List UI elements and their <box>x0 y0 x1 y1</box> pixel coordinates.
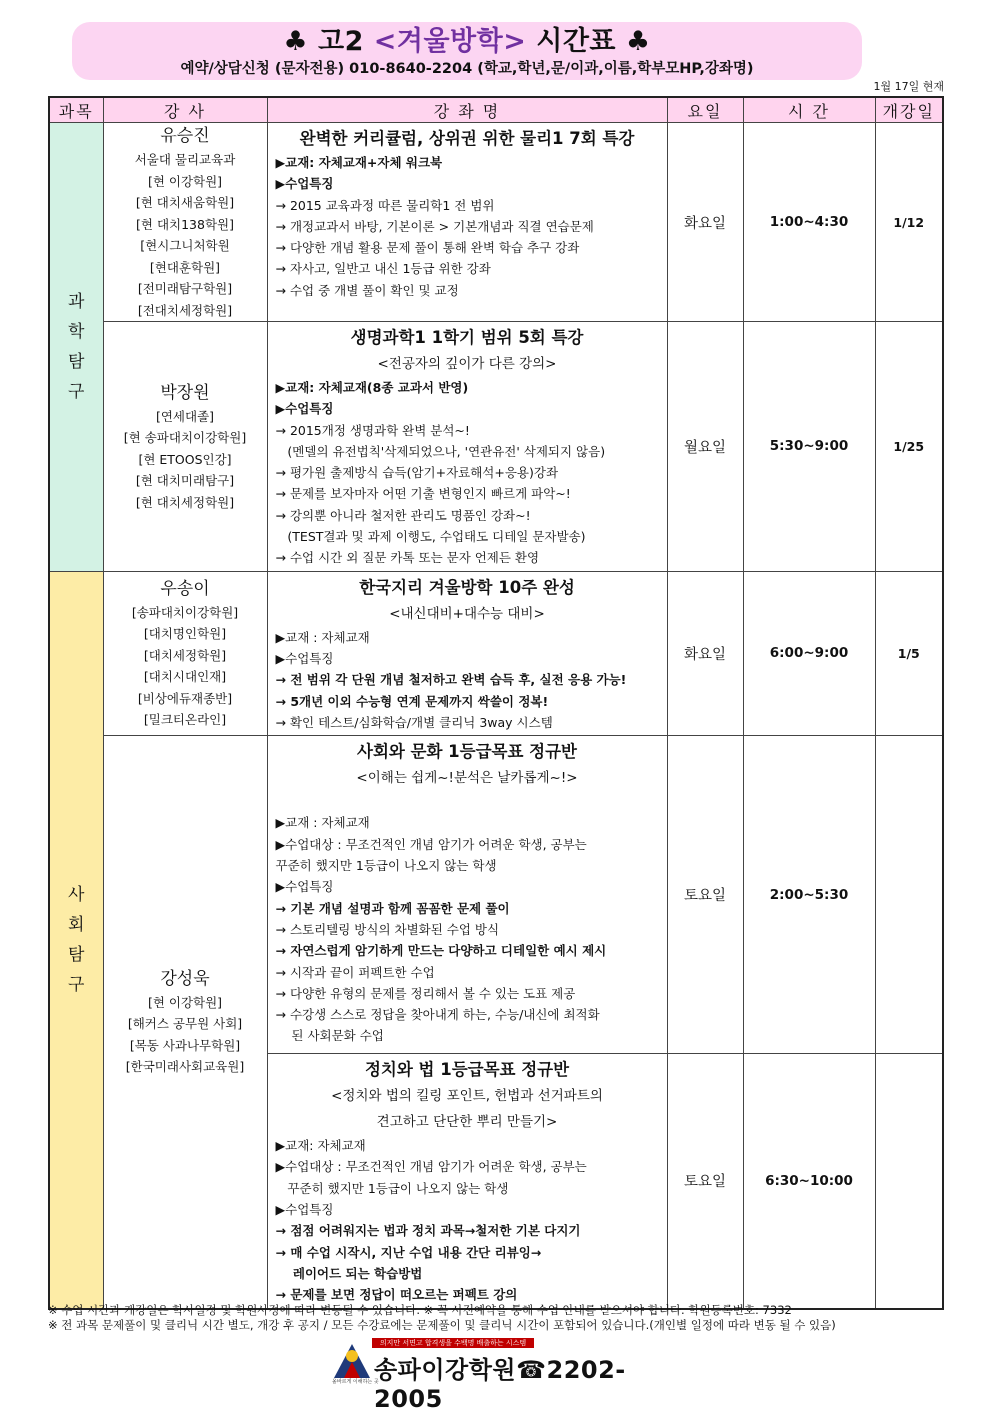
subject-char: 과 <box>68 291 85 312</box>
course-detail-line: ▶수업대상 : 무조건적인 개념 암기가 어려운 학생, 공부는 <box>275 836 587 852</box>
course-subtitle: 견고하고 단단한 뿌리 만들기> <box>376 1114 558 1131</box>
instructor-credential: [연세대졸] <box>155 408 215 424</box>
course-cell <box>267 571 667 735</box>
subject-social <box>49 571 103 1308</box>
course-detail-line: ▶교재: 자체교재 <box>275 1138 366 1154</box>
time-cell: 2:00~5:30 <box>743 736 875 1054</box>
contact-subtitle: 예약/상담신청 (문자전용) 010-8640-2204 (학교,학년,문/이과,이름,학부모HP,강좌명) <box>180 61 754 77</box>
table-header-row <box>49 97 943 123</box>
course-detail-line: → 2015개정 생명과학 완벽 분석~! <box>275 422 470 438</box>
table-row <box>49 322 943 572</box>
course-detail-line: → 시작과 끝이 퍼펙트한 수업 <box>275 964 435 980</box>
time-cell: 5:30~9:00 <box>743 322 875 572</box>
instructor-cell <box>103 123 267 322</box>
instructor-credential: [현 이강학원] <box>147 994 223 1010</box>
course-detail-line: ▶교재 : 자체교재 <box>275 815 370 831</box>
course-detail-line: (멘델의 유전법칙'삭제되었으나, '연관유전' 삭제되지 않음) <box>275 443 606 459</box>
course-title: 완벽한 커리큘럼, 상위권 위한 물리1 7회 특강 <box>299 129 635 148</box>
course-detail-line: → 문제를 보면 정답이 떠오르는 퍼펙트 강의 <box>275 1287 518 1303</box>
course-detail-line: 꾸준히 했지만 1등급이 나오지 않는 학생 <box>275 858 497 874</box>
time-cell: 1:00~4:30 <box>743 123 875 322</box>
course-detail-line: → 문제를 보자마자 어떤 기출 변형인지 빠르게 파악~! <box>275 486 571 502</box>
header-time: 시 간 <box>743 97 875 123</box>
academy-name-text: 송파이강학원 <box>374 1356 517 1384</box>
instructor-credential: [전대치세정학원] <box>137 302 233 318</box>
header-day: 요일 <box>667 97 743 123</box>
instructor-credential: [목동 사과나무학원] <box>129 1037 241 1053</box>
course-detail-line: → 점점 어려워지는 법과 정치 과목→철저한 기본 다지기 <box>275 1223 581 1239</box>
open-date-cell <box>875 736 943 1054</box>
time-cell: 6:30~10:00 <box>743 1054 875 1309</box>
course-detail-line: → 전 범위 각 단원 개념 철저하고 완벽 습득 후, 실전 응용 가능! <box>275 672 627 688</box>
course-detail-line: → 개정교과서 바탕, 기본이론 > 기본개념과 직결 연습문제 <box>275 218 594 234</box>
course-detail-line: → 자연스럽게 암기하게 만드는 다양하고 디테일한 예시 제시 <box>275 943 607 959</box>
title-suffix: 시간표 ♣ <box>526 26 651 57</box>
instructor-credential: [현 대치새움학원] <box>135 195 235 210</box>
footnotes <box>48 1303 948 1333</box>
course-detail-line: → 2015 교육과정 따른 물리학1 전 범위 <box>275 197 495 213</box>
day-cell: 화요일 <box>667 571 743 735</box>
instructor-credential: [현 이강학원] <box>147 173 223 189</box>
open-date-cell <box>875 1054 943 1309</box>
course-title: 생명과학1 1학기 범위 5회 특강 <box>350 328 584 347</box>
course-detail-line: ▶교재 : 자체교재 <box>275 629 370 645</box>
course-detail-line: → 자사고, 일반고 내신 1등급 위한 강좌 <box>275 261 491 277</box>
course-detail-line: ▶수업특징 <box>275 879 334 895</box>
instructor-name: 박장원 <box>160 382 210 403</box>
table-row <box>49 736 943 1054</box>
instructor-credential: [밀크티온라인] <box>143 712 227 728</box>
open-date-cell: 1/25 <box>875 322 943 572</box>
instructor-cell <box>103 571 267 735</box>
course-detail-line: → 수업 중 개별 풀이 확인 및 교정 <box>275 282 459 298</box>
course-detail-line: → 매 수업 시작시, 지난 수업 내용 간단 리뷰잉→ <box>275 1244 542 1260</box>
instructor-name: 유승진 <box>160 126 210 146</box>
instructor-name: 강성욱 <box>160 968 210 989</box>
course-detail-line: ▶수업특징 <box>275 650 334 666</box>
subject-char: 탐 <box>68 351 85 372</box>
instructor-credential: [한국미래사회교육원] <box>125 1059 245 1075</box>
page-title <box>72 24 862 60</box>
course-detail-line: (TEST결과 및 과제 이행도, 수업태도 디테일 문자발송) <box>275 529 586 545</box>
course-detail-line: 된 사회문화 수업 <box>275 1028 384 1044</box>
instructor-credential: [현 송파대치이강학원] <box>123 430 247 446</box>
header-open-date: 개강일 <box>875 97 943 123</box>
footnote: ※ 전 과목 문제풀이 및 클리닉 시간 별도, 개강 후 공지 / 모든 수강료에는 문제풀이 및 클리닉 시간이 포함되어 있습니다.(개인별 일정에 따라 변동 될 수 있음) <box>48 1318 836 1332</box>
course-detail-line: → 수업 시간 외 질문 카톡 또는 문자 언제든 환영 <box>275 550 540 566</box>
course-cell <box>267 322 667 572</box>
subject-char: 탐 <box>68 944 85 965</box>
subject-char: 회 <box>68 914 85 935</box>
course-detail-line: → 다양한 개념 활용 문제 풀이 통해 완벽 학습 추구 강좌 <box>275 240 580 256</box>
day-cell: 토요일 <box>667 1054 743 1309</box>
course-title: 한국지리 겨울방학 10주 완성 <box>359 577 575 597</box>
course-detail-line: → 기본 개념 설명과 함께 꼼꼼한 문제 풀이 <box>275 900 510 916</box>
academy-slogan: 의지만 서면고 합격생을 수백명 배출하는 시스템 <box>372 1338 534 1348</box>
subject-science <box>49 123 103 572</box>
instructor-credential: [현 대치미래탐구] <box>135 473 235 489</box>
course-detail-line: 레이어드 되는 학습방법 <box>275 1265 423 1281</box>
course-detail-line: → 5개년 이외 수능형 연계 문제까지 싹쓸이 정복! <box>275 693 549 709</box>
footnote: ※ 수업 시간과 개강일은 학사일정 및 학원사정에 따라 변동될 수 있습니다. ※ 꼭 사전예약을 통해 수업 안내를 받으셔야 합니다. 학원등록번호: 7332 <box>48 1303 792 1317</box>
subject-char: 구 <box>68 974 85 995</box>
instructor-credential: [전미래탐구학원] <box>137 281 233 296</box>
instructor-credential: 서울대 물리교육과 <box>134 152 236 167</box>
instructor-credential: [대치세정학원] <box>143 647 227 663</box>
course-cell <box>267 123 667 322</box>
instructor-credential: [송파대치이강학원] <box>131 604 239 620</box>
instructor-credential: [대치시대인재] <box>143 669 227 685</box>
course-subtitle: <내신대비+대수능 대비> <box>389 605 545 622</box>
instructor-credential: [해커스 공무원 사회] <box>127 1016 243 1032</box>
header-banner <box>72 22 862 80</box>
instructor-credential: [현대훈학원] <box>149 259 221 275</box>
day-cell: 월요일 <box>667 322 743 572</box>
course-title: 사회와 문화 1등급목표 정규반 <box>357 742 577 762</box>
course-detail-line: → 스토리텔링 방식의 차별화된 수업 방식 <box>275 921 500 937</box>
instructor-cell <box>103 736 267 1309</box>
instructor-credential: [현 대치138학원] <box>136 216 234 232</box>
academy-name <box>374 1350 672 1413</box>
course-subtitle: <전공자의 깊이가 다른 강의> <box>377 356 557 372</box>
subject-char: 학 <box>68 321 85 342</box>
course-detail-line: → 다양한 유형의 문제를 정리해서 볼 수 있는 도표 제공 <box>275 985 576 1001</box>
course-subtitle: <정치와 법의 킬링 포인트, 헌법과 선거파트의 <box>331 1088 603 1105</box>
header-instructor: 강 사 <box>103 97 267 123</box>
instructor-credential: [현 ETOOS인강] <box>138 451 232 467</box>
header-course: 강 좌 명 <box>267 97 667 123</box>
academy-logo <box>332 1338 672 1413</box>
course-detail-line: 꾸준히 했지만 1등급이 나오지 않는 학생 <box>275 1180 509 1196</box>
course-detail-line: ▶교재: 자체교재(8종 교과서 반영) <box>275 380 469 395</box>
day-cell: 토요일 <box>667 736 743 1054</box>
open-date-cell: 1/5 <box>875 571 943 735</box>
course-detail-line: ▶수업특징 <box>275 176 334 192</box>
course-cell <box>267 736 667 1054</box>
time-cell: 6:00~9:00 <box>743 571 875 735</box>
table-row <box>49 571 943 735</box>
instructor-credential: [비상에듀재종반] <box>137 690 233 706</box>
logo-small-text: 올바르게 이해하는 곳 <box>332 1379 379 1385</box>
header-subject: 과목 <box>49 97 103 123</box>
schedule-table <box>48 96 944 1310</box>
instructor-credential: [대치명인학원] <box>143 626 227 642</box>
course-detail-line: → 강의뿐 아니라 철저한 관리도 명품인 강좌~! <box>275 507 531 523</box>
subject-char: 구 <box>68 381 85 402</box>
current-date: 1월 17일 현재 <box>873 80 944 93</box>
instructor-credential: [현 대치세정학원] <box>135 494 235 510</box>
course-detail-line: → 확인 테스트/심화학습/개별 클리닉 3way 시스템 <box>275 714 553 730</box>
open-date-cell: 1/12 <box>875 123 943 322</box>
course-detail-line: ▶수업특징 <box>275 401 334 417</box>
subject-char: 사 <box>68 884 85 905</box>
course-detail-line: → 평가원 출제방식 습득(암기+자료해석+응용)강좌 <box>275 465 559 481</box>
course-detail-line: → 수강생 스스로 정답을 찾아내게 하는, 수능/내신에 최적화 <box>275 1007 600 1023</box>
instructor-credential: [현시그니처학원 <box>140 238 230 253</box>
academy-phone: ☎2202-2005 <box>374 1356 626 1413</box>
academy-logo-icon <box>332 1340 372 1380</box>
course-subtitle: <이해는 쉽게~!분석은 날카롭게~!> <box>356 770 578 787</box>
instructor-cell <box>103 322 267 572</box>
instructor-name: 우송이 <box>160 578 210 599</box>
course-detail-line: ▶교재: 자체교재+자체 워크북 <box>275 155 443 170</box>
table-row <box>49 123 943 322</box>
day-cell: 화요일 <box>667 123 743 322</box>
course-title: 정치와 법 1등급목표 정규반 <box>364 1060 570 1080</box>
course-detail-line <box>276 791 659 812</box>
course-detail-line: ▶수업특징 <box>275 1202 334 1218</box>
title-highlight: <겨울방학> <box>373 26 527 57</box>
course-detail-line: ▶수업대상 : 무조건적인 개념 암기가 어려운 학생, 공부는 <box>275 1159 587 1175</box>
course-cell <box>267 1054 667 1309</box>
title-prefix: ♣ 고2 <box>283 26 374 57</box>
